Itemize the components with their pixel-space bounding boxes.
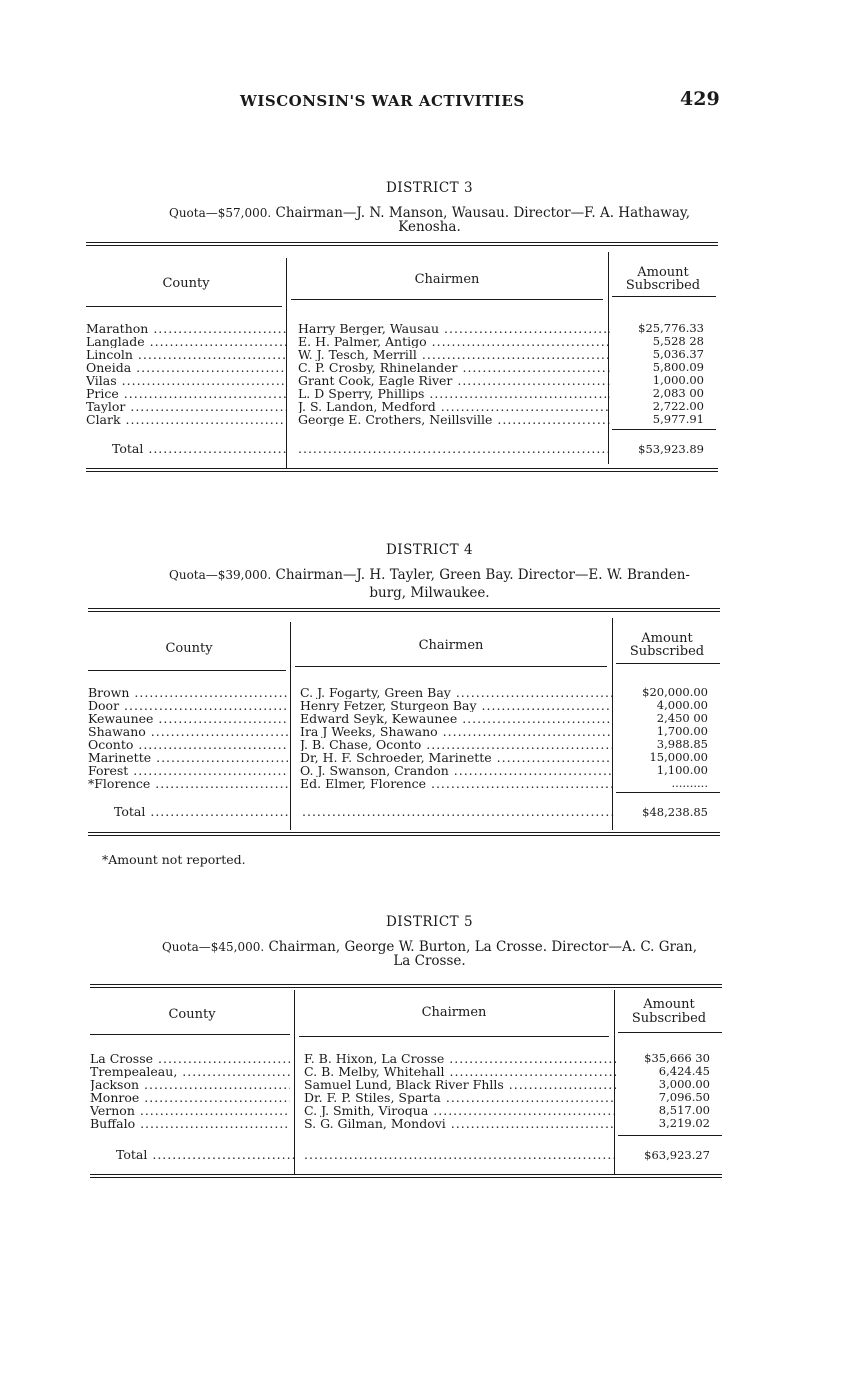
amount-cell: 3,219.02 bbox=[658, 1116, 710, 1130]
leadership-text: Chairman—J. H. Tayler, Green Bay. Director—E. W. Branden- bbox=[275, 567, 690, 583]
table-bottom-rule bbox=[90, 1174, 722, 1178]
table-row bbox=[90, 1104, 722, 1117]
table-row bbox=[88, 777, 720, 790]
amount-cell: 4,000.00 bbox=[656, 698, 708, 712]
county-cell: *Florence ..... bbox=[88, 777, 288, 790]
amount-cell: 2,083 00 bbox=[652, 386, 704, 400]
running-head bbox=[0, 88, 859, 118]
chairman-cell: Grant Cook, Eagle River ..... bbox=[298, 374, 610, 387]
amount-cell: 5,528 28 bbox=[652, 334, 704, 348]
table-row bbox=[86, 322, 718, 335]
amount-cell: 8,517.00 bbox=[658, 1103, 710, 1117]
table-row bbox=[88, 751, 720, 764]
table-row bbox=[86, 374, 718, 387]
chairman-cell: W. J. Tesch, Merrill ..... bbox=[298, 348, 610, 361]
header-rule bbox=[299, 1036, 609, 1037]
header-rule bbox=[86, 306, 282, 307]
amount-cell: $25,776.33 bbox=[638, 321, 704, 335]
chairman-cell: Harry Berger, Wausau ..... bbox=[298, 322, 610, 335]
subscribed-column-header: Subscribed bbox=[629, 644, 705, 659]
header-rule bbox=[295, 666, 607, 667]
county-cell: La Crosse ..... bbox=[90, 1052, 290, 1065]
subscription-table bbox=[88, 608, 720, 842]
quota-text: Quota—$39,000. bbox=[169, 568, 272, 582]
amount-cell: 2,450 00 bbox=[656, 711, 708, 725]
county-cell: Lincoln ..... bbox=[86, 348, 286, 361]
county-cell: Taylor ..... bbox=[86, 400, 286, 413]
county-cell: Vernon ..... bbox=[90, 1104, 290, 1117]
total-leader bbox=[298, 442, 610, 456]
county-cell: Brown ..... bbox=[88, 686, 288, 699]
table-row bbox=[88, 764, 720, 777]
leadership-text: Chairman—J. N. Manson, Wausau. Director—F. A. Hathaway, bbox=[275, 205, 691, 221]
chairman-cell: J. B. Chase, Oconto ..... bbox=[300, 738, 612, 751]
table-row bbox=[90, 1078, 722, 1091]
total-label: Total ..... bbox=[114, 805, 290, 819]
chairmen-column-header: Chairmen bbox=[421, 1005, 487, 1020]
county-cell: Jackson ..... bbox=[90, 1078, 290, 1091]
amount-cell: 1,000.00 bbox=[652, 373, 704, 387]
amount-cell: 15,000.00 bbox=[649, 750, 708, 764]
total-amount: $48,238.85 bbox=[642, 805, 708, 819]
quota-line bbox=[0, 568, 859, 583]
amount-cell: 5,977.91 bbox=[652, 412, 704, 426]
amount-cell: 3,000.00 bbox=[658, 1077, 710, 1091]
amount-cell: $20,000.00 bbox=[642, 685, 708, 699]
quota-line-continued: Kenosha. bbox=[398, 219, 461, 235]
total-rule bbox=[612, 429, 716, 430]
total-amount: $53,923.89 bbox=[638, 442, 704, 456]
county-column-header: County bbox=[162, 276, 210, 291]
table-row bbox=[90, 1052, 722, 1065]
table-row bbox=[86, 361, 718, 374]
table-row bbox=[88, 725, 720, 738]
county-column-header: County bbox=[168, 1007, 216, 1022]
chairman-cell: Edward Seyk, Kewaunee ..... bbox=[300, 712, 612, 725]
amount-cell: 6,424.45 bbox=[658, 1064, 710, 1078]
district-title: DISTRICT 5 bbox=[385, 914, 474, 930]
table-bottom-rule bbox=[88, 832, 720, 836]
chairman-cell: Samuel Lund, Black River Fhlls ..... bbox=[304, 1078, 616, 1091]
table-row bbox=[88, 686, 720, 699]
table-row bbox=[86, 348, 718, 361]
county-cell: Marathon ..... bbox=[86, 322, 286, 335]
chairmen-column-header: Chairmen bbox=[414, 272, 480, 287]
table-top-rule bbox=[90, 984, 722, 988]
county-cell: Price ..... bbox=[86, 387, 286, 400]
header-rule bbox=[618, 1032, 722, 1033]
chairman-cell: Dr, H. F. Schroeder, Marinette ..... bbox=[300, 751, 612, 764]
chairman-cell: S. G. Gilman, Mondovi ..... bbox=[304, 1117, 616, 1130]
district-title: DISTRICT 3 bbox=[385, 180, 474, 196]
amount-cell: 5,036.37 bbox=[652, 347, 704, 361]
chairman-cell: George E. Crothers, Neillsville ..... bbox=[298, 413, 610, 426]
table-row bbox=[86, 387, 718, 400]
quota-line-continued: burg, Milwaukee. bbox=[369, 585, 490, 601]
chairmen-column-header: Chairmen bbox=[418, 638, 484, 653]
subscribed-column-header: Subscribed bbox=[625, 278, 701, 293]
amount-cell: 1,100.00 bbox=[656, 763, 708, 777]
county-cell: Forest ..... bbox=[88, 764, 288, 777]
total-row bbox=[88, 805, 720, 819]
table-row bbox=[90, 1091, 722, 1104]
table-bottom-rule bbox=[86, 468, 718, 472]
quota-text: Quota—$45,000. bbox=[161, 940, 265, 954]
subscribed-column-header: Subscribed bbox=[631, 1011, 707, 1026]
county-cell: Oconto ..... bbox=[88, 738, 288, 751]
amount-cell: 2,722.00 bbox=[652, 399, 704, 413]
table-row bbox=[88, 699, 720, 712]
header-rule bbox=[612, 296, 716, 297]
subscription-table bbox=[90, 976, 722, 1190]
chairman-cell: E. H. Palmer, Antigo ..... bbox=[298, 335, 610, 348]
quota-line-continued: La Crosse. bbox=[393, 953, 466, 969]
total-leader bbox=[304, 1148, 616, 1162]
amount-cell: 1,700.00 bbox=[656, 724, 708, 738]
county-cell: Buffalo ..... bbox=[90, 1117, 290, 1130]
amount-cell: $35,666 30 bbox=[644, 1051, 710, 1065]
table-row bbox=[90, 1065, 722, 1078]
total-rule bbox=[618, 1135, 722, 1136]
county-cell: Door ..... bbox=[88, 699, 288, 712]
district-title: DISTRICT 4 bbox=[385, 542, 474, 558]
county-cell: Kewaunee ..... bbox=[88, 712, 288, 725]
county-cell: Langlade ..... bbox=[86, 335, 286, 348]
table-top-rule bbox=[88, 608, 720, 612]
table-top-rule bbox=[86, 242, 718, 246]
header-rule bbox=[90, 1034, 290, 1035]
total-label: Total ..... bbox=[116, 1148, 294, 1162]
total-rule bbox=[616, 792, 720, 793]
amount-cell: .......... bbox=[671, 776, 708, 790]
county-cell: Trempealeau, ..... bbox=[90, 1065, 290, 1078]
footnote: *Amount not reported. bbox=[102, 852, 246, 867]
total-label: Total ..... bbox=[112, 442, 286, 456]
subscription-table bbox=[86, 242, 718, 482]
chairman-cell: O. J. Swanson, Crandon ..... bbox=[300, 764, 612, 777]
chairman-cell: F. B. Hixon, La Crosse ..... bbox=[304, 1052, 616, 1065]
chairman-cell: C. P. Crosby, Rhinelander ..... bbox=[298, 361, 610, 374]
total-amount: $63,923.27 bbox=[644, 1148, 710, 1162]
header-rule bbox=[616, 663, 720, 664]
amount-column-header: Amount bbox=[637, 265, 689, 280]
county-cell: Marinette ..... bbox=[88, 751, 288, 764]
chairman-cell: C. J. Smith, Viroqua ..... bbox=[304, 1104, 616, 1117]
page-number: 429 bbox=[680, 88, 720, 110]
county-cell: Shawano ..... bbox=[88, 725, 288, 738]
leadership-text: Chairman, George W. Burton, La Crosse. Director—A. C. Gran, bbox=[268, 939, 698, 955]
chairman-cell: Ira J Weeks, Shawano ..... bbox=[300, 725, 612, 738]
total-leader bbox=[302, 805, 614, 819]
chairman-cell: L. D Sperry, Phillips ..... bbox=[298, 387, 610, 400]
table-row bbox=[86, 413, 718, 426]
table-row bbox=[86, 335, 718, 348]
amount-cell: 5,800.09 bbox=[652, 360, 704, 374]
amount-cell: 7,096.50 bbox=[658, 1090, 710, 1104]
table-row bbox=[86, 400, 718, 413]
amount-column-header: Amount bbox=[643, 997, 695, 1012]
total-row bbox=[86, 442, 718, 456]
table-row bbox=[88, 712, 720, 725]
amount-column-header: Amount bbox=[641, 631, 693, 646]
county-cell: Oneida ..... bbox=[86, 361, 286, 374]
county-cell: Clark ..... bbox=[86, 413, 286, 426]
amount-cell: 3,988.85 bbox=[656, 737, 708, 751]
table-row bbox=[88, 738, 720, 751]
chairman-cell: Ed. Elmer, Florence ..... bbox=[300, 777, 612, 790]
table-row bbox=[90, 1117, 722, 1130]
header-rule bbox=[88, 670, 286, 671]
quota-text: Quota—$57,000. bbox=[168, 206, 272, 220]
chairman-cell: Henry Fetzer, Sturgeon Bay ..... bbox=[300, 699, 612, 712]
chairman-cell: Dr. F. P. Stiles, Sparta ..... bbox=[304, 1091, 616, 1104]
running-title: WISCONSIN'S WAR ACTIVITIES bbox=[240, 92, 525, 110]
header-rule bbox=[291, 299, 603, 300]
county-column-header: County bbox=[165, 641, 213, 656]
total-row bbox=[90, 1148, 722, 1162]
county-cell: Monroe ..... bbox=[90, 1091, 290, 1104]
chairman-cell: J. S. Landon, Medford ..... bbox=[298, 400, 610, 413]
chairman-cell: C. J. Fogarty, Green Bay ..... bbox=[300, 686, 612, 699]
chairman-cell: C. B. Melby, Whitehall ..... bbox=[304, 1065, 616, 1078]
county-cell: Vilas ..... bbox=[86, 374, 286, 387]
